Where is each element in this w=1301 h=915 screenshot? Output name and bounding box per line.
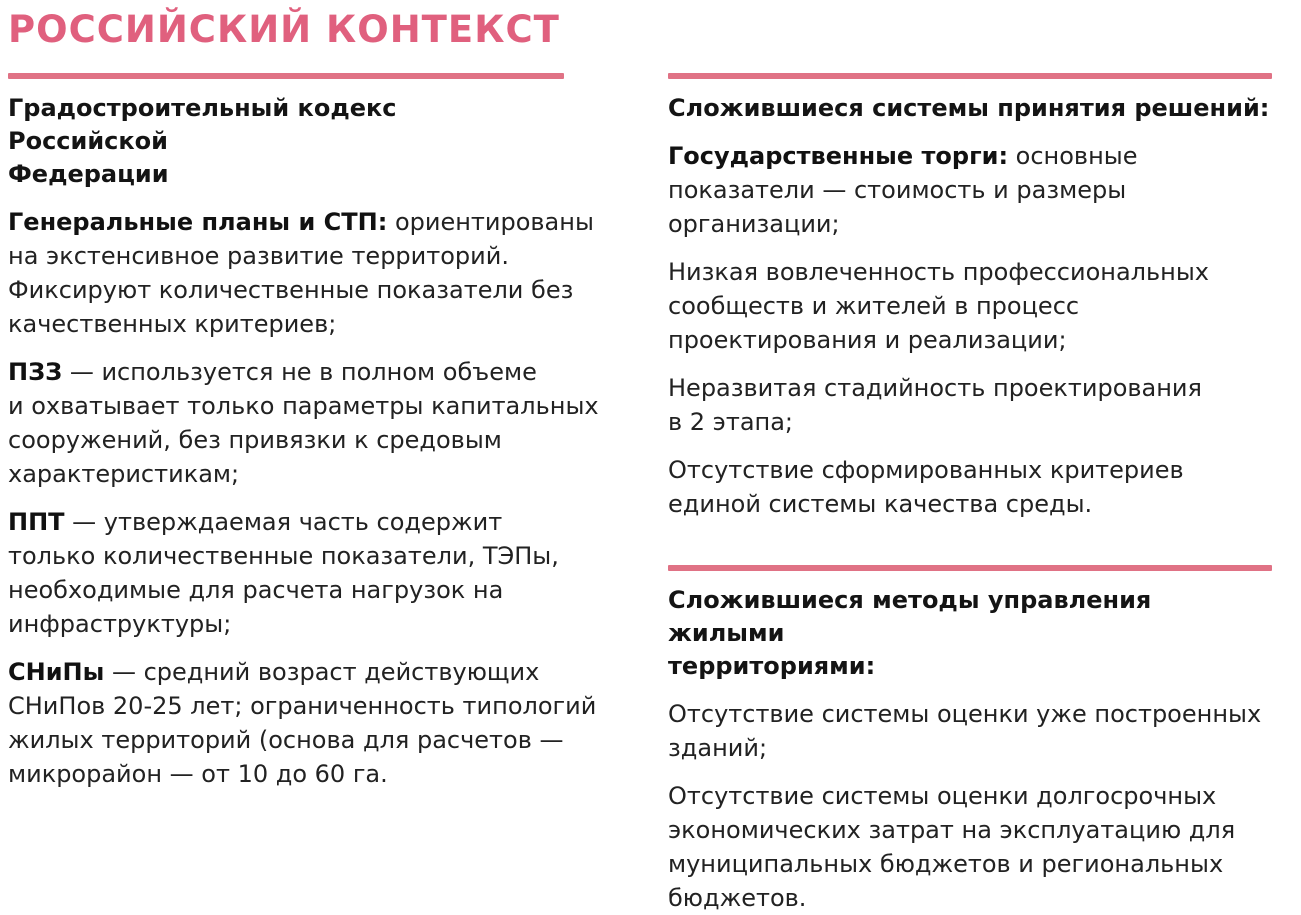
right-bottom-section	[668, 565, 1272, 915]
right-item-low-involvement	[668, 255, 1272, 357]
item-line: на экстенсивное развитие территорий.	[8, 242, 509, 270]
item-line: зданий;	[668, 734, 768, 762]
item-line: сообществ и жителей в процесс	[668, 292, 1080, 320]
item-line: СНиПов 20-25 лет; ограниченность типологий	[8, 692, 597, 720]
right-top-divider	[668, 73, 1272, 79]
item-line: Неразвитая стадийность проектирования	[668, 374, 1202, 402]
left-item-general-plans	[8, 205, 594, 341]
item-line: характеристикам;	[8, 460, 240, 488]
left-heading-line1: Градостроительный кодекс Российской	[8, 94, 397, 155]
item-lead: ППТ	[8, 508, 65, 536]
item-line: необходимые для расчета нагрузок на	[8, 576, 504, 604]
item-line: качественных критериев;	[8, 310, 337, 338]
item-line: и охватывает только параметры капитальных	[8, 392, 599, 420]
right-top-section	[668, 73, 1272, 521]
item-lead: СНиПы	[8, 658, 105, 686]
left-item-pzz	[8, 355, 599, 491]
left-item-snip	[8, 655, 597, 791]
item-line: инфраструктуры;	[8, 610, 232, 638]
item-line: ориентированы	[387, 208, 594, 236]
item-line: Низкая вовлеченность профессиональных	[668, 258, 1210, 286]
item-lead: Генеральные планы и СТП:	[8, 208, 388, 236]
item-line: экономических затрат на эксплуатацию для	[668, 816, 1236, 844]
right-top-heading: Сложившиеся системы принятия решений:	[668, 94, 1270, 122]
right-item-no-cost-assessment	[668, 779, 1272, 915]
left-column	[8, 73, 599, 791]
item-line: Отсутствие системы оценки долгосрочных	[668, 782, 1217, 810]
item-line: проектирования и реализации;	[668, 326, 1067, 354]
left-heading	[8, 92, 564, 191]
left-heading-line2: Федерации	[8, 160, 169, 188]
left-divider	[8, 73, 564, 79]
right-item-no-building-assessment	[668, 697, 1272, 765]
item-line: Отсутствие системы оценки уже построенных	[668, 700, 1262, 728]
item-line: бюджетов.	[668, 884, 807, 912]
item-line: в 2 этапа;	[668, 408, 794, 436]
item-line: основные	[1008, 142, 1138, 170]
right-bottom-heading-line1: Сложившиеся методы управления жилыми	[668, 586, 1152, 647]
item-line: Отсутствие сформированных критериев	[668, 456, 1184, 484]
right-item-no-criteria	[668, 453, 1272, 521]
item-line: муниципальных бюджетов и региональных	[668, 850, 1224, 878]
page-title: РОССИЙСКИЙ КОНТЕКСТ	[8, 8, 560, 51]
item-line: жилых территорий (основа для расчетов —	[8, 726, 564, 754]
right-item-design-stages	[668, 371, 1272, 439]
item-line: — средний возраст действующих	[104, 658, 540, 686]
item-line: показатели — стоимость и размеры	[668, 176, 1127, 204]
right-bottom-heading-line2: территориями:	[668, 652, 876, 680]
item-line: Фиксируют количественные показатели без	[8, 276, 574, 304]
right-item-state-tenders	[668, 139, 1272, 241]
item-lead: Государственные торги:	[668, 142, 1009, 170]
item-line: — используется не в полном объеме	[62, 358, 537, 386]
left-item-ppt	[8, 505, 564, 641]
right-bottom-divider	[668, 565, 1272, 571]
item-lead: ПЗЗ	[8, 358, 63, 386]
item-line: — утверждаемая часть содержит	[64, 508, 503, 536]
item-line: только количественные показатели, ТЭПы,	[8, 542, 559, 570]
item-line: единой системы качества среды.	[668, 490, 1093, 518]
item-line: микрорайон — от 10 до 60 га.	[8, 760, 388, 788]
item-line: сооружений, без привязки к средовым	[8, 426, 502, 454]
item-line: организации;	[668, 210, 840, 238]
right-bottom-heading	[668, 584, 1272, 683]
